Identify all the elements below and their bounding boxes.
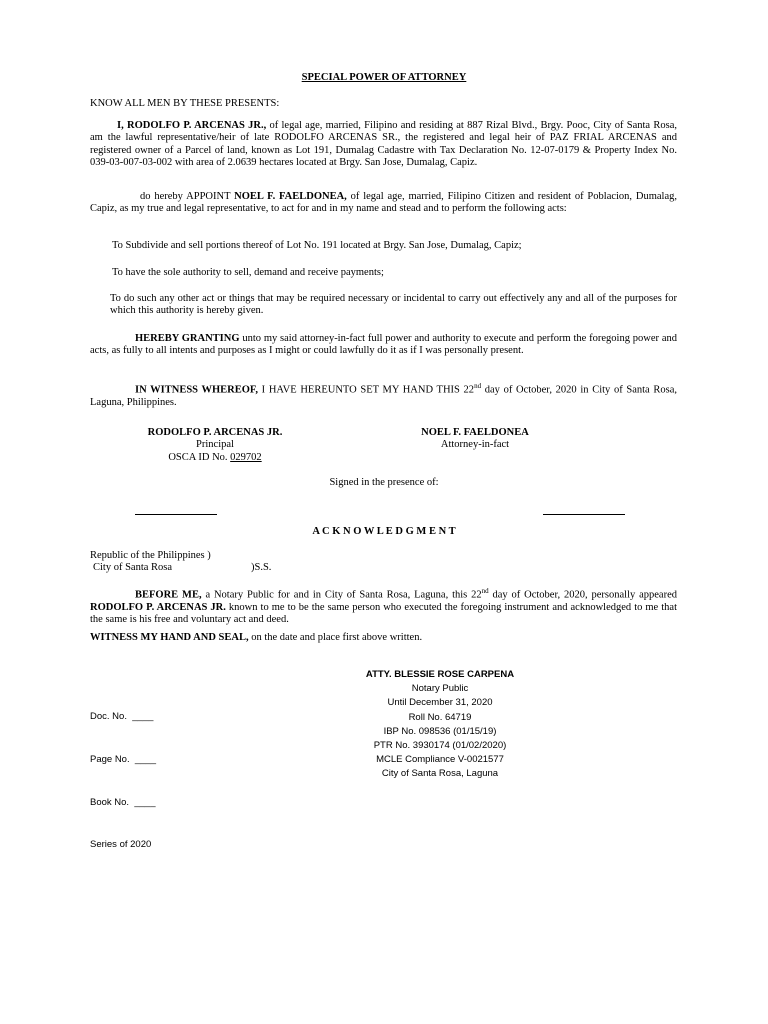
witness-signature-line bbox=[543, 514, 625, 515]
document-title: SPECIAL POWER OF ATTORNEY bbox=[301, 72, 467, 83]
witness-lead: IN WITNESS WHEREOF, bbox=[135, 384, 258, 396]
principal-declaration bbox=[90, 120, 677, 170]
page-no: Page No. ____ bbox=[90, 754, 157, 766]
document-references bbox=[90, 682, 156, 867]
book-no: Book No. ____ bbox=[90, 796, 156, 808]
hand-seal-text: on the date and place first above written. bbox=[248, 632, 423, 643]
before-me-lead: BEFORE ME, bbox=[135, 589, 202, 601]
granting-text: unto my said attorney-in-fact full power and authority to execute and perform the foregoing power and acts, as fully to all intents and purposes as I might or could lawfully do it as if I was personally present. bbox=[90, 333, 677, 357]
appeared-name: RODOLFO P. ARCENAS JR. bbox=[90, 601, 226, 613]
series: Series of 2020 bbox=[90, 839, 152, 851]
ack-ordinal: nd bbox=[481, 587, 489, 595]
granting-lead: HEREBY GRANTING bbox=[135, 333, 240, 344]
before-me-text: a Notary Public for and in City of Santa Rosa, Laguna, this 22 bbox=[201, 589, 482, 601]
osca-number: 029702 bbox=[230, 451, 262, 463]
venue-ss: )S.S. bbox=[251, 562, 272, 573]
notary-line: PTR No. 3930174 (01/02/2020) bbox=[373, 740, 507, 752]
granting-paragraph bbox=[90, 333, 677, 358]
notary-line: City of Santa Rosa, Laguna bbox=[381, 768, 499, 780]
attorney-block bbox=[390, 427, 560, 452]
notary-block bbox=[330, 668, 550, 782]
know-all-men: KNOW ALL MEN BY THESE PRESENTS: bbox=[90, 98, 280, 109]
appointment-paragraph bbox=[90, 191, 677, 216]
hand-seal-lead: WITNESS MY HAND AND SEAL, bbox=[90, 632, 249, 643]
notary-line: IBP No. 098536 (01/15/19) bbox=[383, 725, 497, 737]
appointment-pre: do hereby APPOINT bbox=[140, 191, 235, 202]
venue-line-1: Republic of the Philippines ) bbox=[90, 550, 211, 561]
attorney-role: Attorney-in-fact bbox=[440, 439, 510, 451]
act-item bbox=[110, 293, 677, 318]
doc-no: Doc. No. ____ bbox=[90, 711, 154, 723]
act-item: To Subdivide and sell portions thereof of Lot No. 191 located at Brgy. San Jose, Dumalag, Capiz; bbox=[112, 240, 522, 251]
notary-line: Roll No. 64719 bbox=[408, 711, 472, 723]
principal-name: RODOLFO P. ARCENAS JR. bbox=[147, 427, 283, 438]
appointment-text: of legal age, married, Filipino Citizen and resident of Poblacion, Dumalag, Capiz, as my true and legal representative, to act for and in my name and stead and to perform the following acts: bbox=[90, 191, 677, 215]
principal-role: Principal bbox=[196, 439, 234, 451]
principal-declaration-text: of legal age, married, Filipino and residing at 887 Rizal Blvd., Brgy. Pooc, City of Santa Rosa, am the lawful representative/heir of late RODOLFO ARCENAS SR., the registered and legal heir of PAZ FRIAL ARCENAS and registered owner of a Parcel of land, known as Lot 191, Dumalag Cadastre with Tax Declaration No. 12-07-0179 & Property Index No. 039-03-007-03-002 with area of 2.0639 hectares located at Brgy. San Jose, Dumalag, Capiz. bbox=[90, 120, 677, 169]
principal-block bbox=[120, 427, 310, 464]
witness-ordinal: nd bbox=[474, 382, 482, 390]
principal-name-lead: I, RODOLFO P. ARCENAS JR., bbox=[117, 120, 267, 131]
before-me-text-3: known to me to be the same person who executed the foregoing instrument and acknowledged to me that the same is his free and voluntary act and deed. bbox=[90, 601, 677, 626]
witness-signature-line bbox=[135, 514, 217, 515]
osca-id bbox=[120, 452, 310, 464]
notary-line: MCLE Compliance V-0021577 bbox=[376, 754, 504, 766]
act-item: To have the sole authority to sell, demand and receive payments; bbox=[112, 267, 384, 278]
acknowledgment-title: A C K N O W L E D G M E N T bbox=[312, 526, 456, 537]
notary-line: Notary Public bbox=[411, 683, 469, 695]
signed-presence-label: Signed in the presence of: bbox=[329, 477, 439, 488]
act-item-text: To do such any other act or things that may be required necessary or incidental to carry out effectively any and all of the purposes for which this authority is hereby given. bbox=[110, 293, 677, 317]
witness-hand-seal bbox=[90, 632, 422, 644]
notary-acknowledgment bbox=[90, 585, 677, 627]
attorney-name-lead: NOEL F. FAELDONEA, bbox=[234, 191, 347, 202]
venue-line-2: City of Santa Rosa bbox=[93, 562, 173, 573]
notary-name: ATTY. BLESSIE ROSE CARPENA bbox=[365, 669, 515, 680]
witness-text: I HAVE HEREUNTO SET MY HAND THIS 22 bbox=[258, 384, 475, 396]
before-me-text-2: day of October, 2020, personally appeared bbox=[488, 589, 677, 601]
notary-line: Until December 31, 2020 bbox=[387, 697, 493, 709]
witness-paragraph bbox=[90, 380, 677, 409]
osca-label: OSCA ID No. bbox=[168, 451, 231, 463]
witness-text-end: day of October, 2020 in City of Santa Rosa, Laguna, Philippines. bbox=[90, 384, 677, 408]
attorney-name: NOEL F. FAELDONEA bbox=[421, 427, 529, 438]
